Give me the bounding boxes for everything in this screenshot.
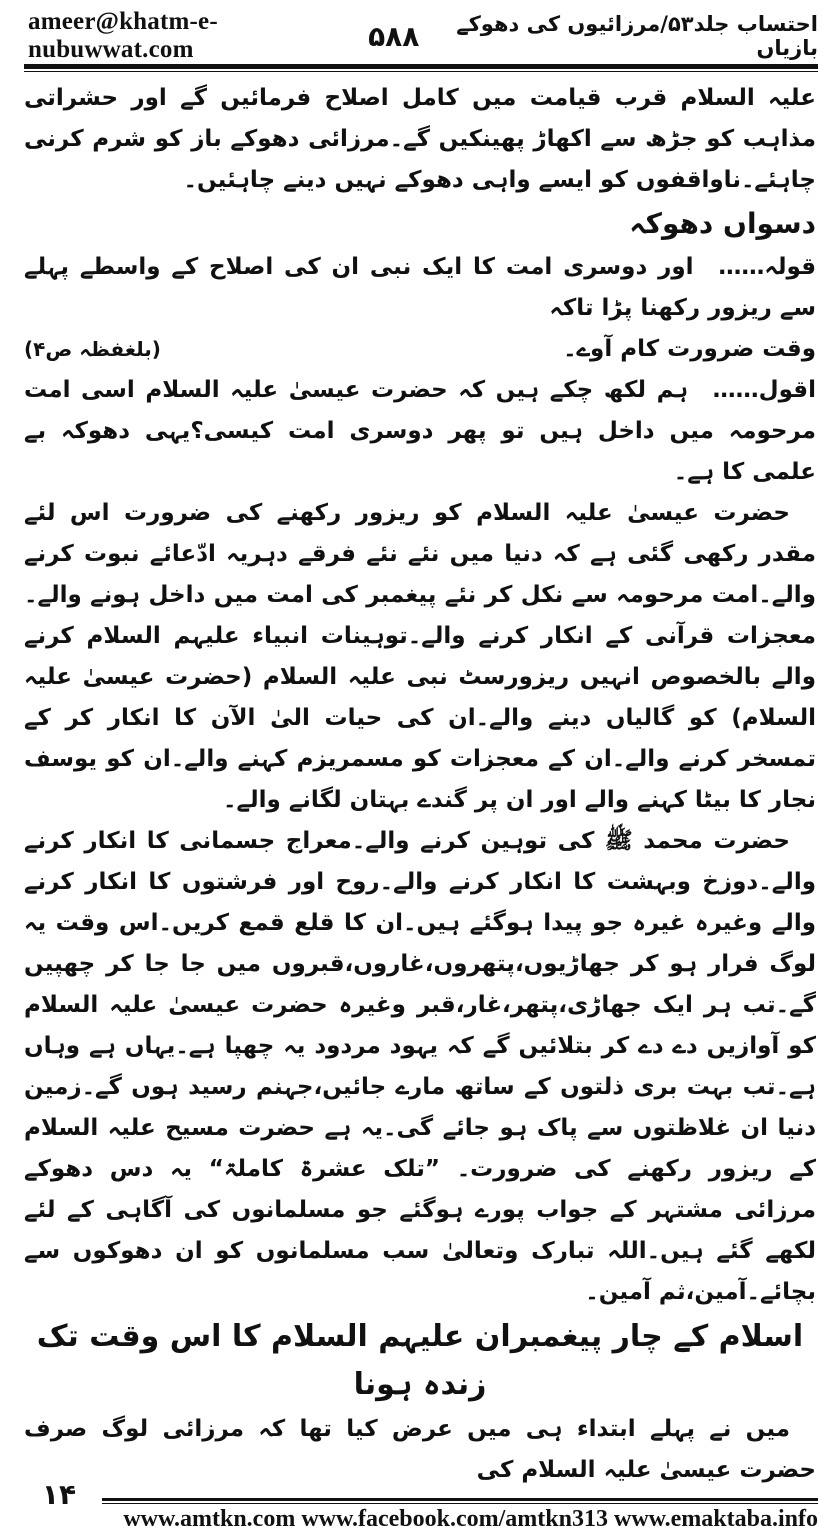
aqoolu-paragraph xyxy=(24,370,816,493)
header-book-title: احتساب جلد۵۳/مرزائیوں کی دھوکے بازیاں xyxy=(456,12,818,60)
ayah-quote: ”تلک عشرۃ کاملۃ“ xyxy=(208,1156,440,1182)
header-rule-thick xyxy=(24,64,818,69)
aqoolu-text: ہم لکھ چکے ہیں کہ حضرت عیسیٰ علیہ السلام اسی امت مرحومہ میں داخل ہیں تو پھر دوسری امت کیسی؟یہی دھوکہ بے علمی کا ہے۔ xyxy=(24,377,816,485)
qaulahu-end: وقت ضرورت کام آوے۔ xyxy=(563,336,816,362)
heading-four-prophets: اسلام کے چار پیغمبران علیہم السلام کا اس وقت تک زندہ ہونا xyxy=(36,1319,804,1402)
paragraph-reserve-need: حضرت عیسیٰ علیہ السلام کو ریزور رکھنے کی ضرورت اس لئے مقدر رکھی گئی ہے کہ دنیا میں نئے نئے فرقے دہریہ ادّعائے نبوت کرنے والے۔امت مرحومہ سے نکل کر نئے پیغمبر کی امت میں داخل ہونے والے۔معجزات قرآنی کے انکار کرنے والے۔توہینات انبیاء علیہم السلام کرنے والے بالخصوص انہیں ریزورسٹ نبی علیہ السلام (حضرت عیسیٰ علیہ السلام) کو گالیاں دینے والے۔ان کی حیات الیٰ الآن کا انکار کر کے تمسخر کرنے والے۔ان کے معجزات کو مسمریزم کہنے والے۔ان کو یوسف نجار کا بیٹا کہنے والے اور ان پر گندے بہتان لگانے والے۔ xyxy=(24,500,816,813)
page-footer xyxy=(24,1478,818,1536)
paragraph-final: میں نے پہلے ابتداء ہی میں عرض کیا تھا کہ مرزائی لوگ صرف حضرت عیسیٰ علیہ السلام کی xyxy=(24,1416,816,1483)
footer-rule-thick xyxy=(102,1498,818,1501)
page-header xyxy=(28,10,818,62)
paragraph-deniers-end: یہ دس دھوکے مرزائی مشتہر کے جواب پورے ہوگئے جو مسلمانوں کی آگاہی کے لئے لکھے گئے ہیں۔اللہ تبارک وتعالیٰ سب مسلمانوں کو ان دھوکوں سے بچائے۔آمین،ثم آمین۔ xyxy=(24,1156,816,1305)
qaulahu-reference: (بلغفظہ ص۴) xyxy=(24,337,161,361)
paragraph-deniers-text: حضرت محمد ﷺ کی توہین کرنے والے۔معراج جسمانی کا انکار کرنے والے۔دوزخ وبہشت کا انکار کرنے والے۔روح اور فرشتوں کا انکار کرنے والے وغیرہ غیرہ جو پیدا ہوگئے ہیں۔ان کا قلع قمع کریں۔اس وقت یہ لوگ فرار ہو کر جھاڑیوں،پتھروں،غاروں،قبروں میں جا جا کر چھپیں گے۔تب ہر ایک جھاڑی،پتھر،غار،قبر وغیرہ حضرت عیسیٰ علیہ السلام کو آوازیں دے دے کر بتلائیں گے کہ یہود مردود یہ چھپا ہے۔یہاں ہے وہاں ہے۔تب بہت بری ذلتوں کے ساتھ مارے جائیں،جہنم رسید ہوں گے۔زمین دنیا ان غلاظتوں سے پاک ہو جائے گی۔یہ ہے حضرت مسیح علیہ السلام کے ریزور رکھنے کی ضرورت۔ xyxy=(24,828,816,1182)
header-left-group xyxy=(28,8,419,64)
footer-links: www.amtkn.com www.facebook.com/amtkn313 www.emaktaba.info xyxy=(123,1506,818,1532)
footer-rule-thin xyxy=(102,1503,818,1504)
header-rule-thin xyxy=(24,71,818,72)
footer-page-number: ۱۴ xyxy=(41,1478,77,1511)
page-body xyxy=(24,78,816,1491)
paragraph-deniers xyxy=(24,821,816,1313)
heading-tenth-deception: دسواں دھوکہ xyxy=(629,207,816,240)
header-page-number: ۵۸۸ xyxy=(368,19,420,53)
qaulahu-text: اور دوسری امت کا ایک نبی ان کی اصلاح کے واسطے پہلے سے ریزور رکھنا پڑا تاکہ xyxy=(24,254,816,321)
paragraph-continuation: علیہ السلام قرب قیامت میں کامل اصلاح فرمائیں گے اور حشراتی مذاہب کو جڑھ سے اکھاڑ پھینکیں گے۔مرزائی دھوکے باز کو شرم کرنی چاہئے۔ناواقفوں کو ایسے واہی دھوکے نہیں دینے چاہئیں۔ xyxy=(24,85,816,193)
qaulahu-label: قولہ…… xyxy=(718,254,816,280)
qaulahu-end-row xyxy=(24,329,816,370)
header-email: ameer@khatm-e-nubuwwat.com xyxy=(28,8,218,63)
qaulahu-paragraph xyxy=(24,247,816,329)
aqoolu-label: اقول…… xyxy=(712,377,816,403)
